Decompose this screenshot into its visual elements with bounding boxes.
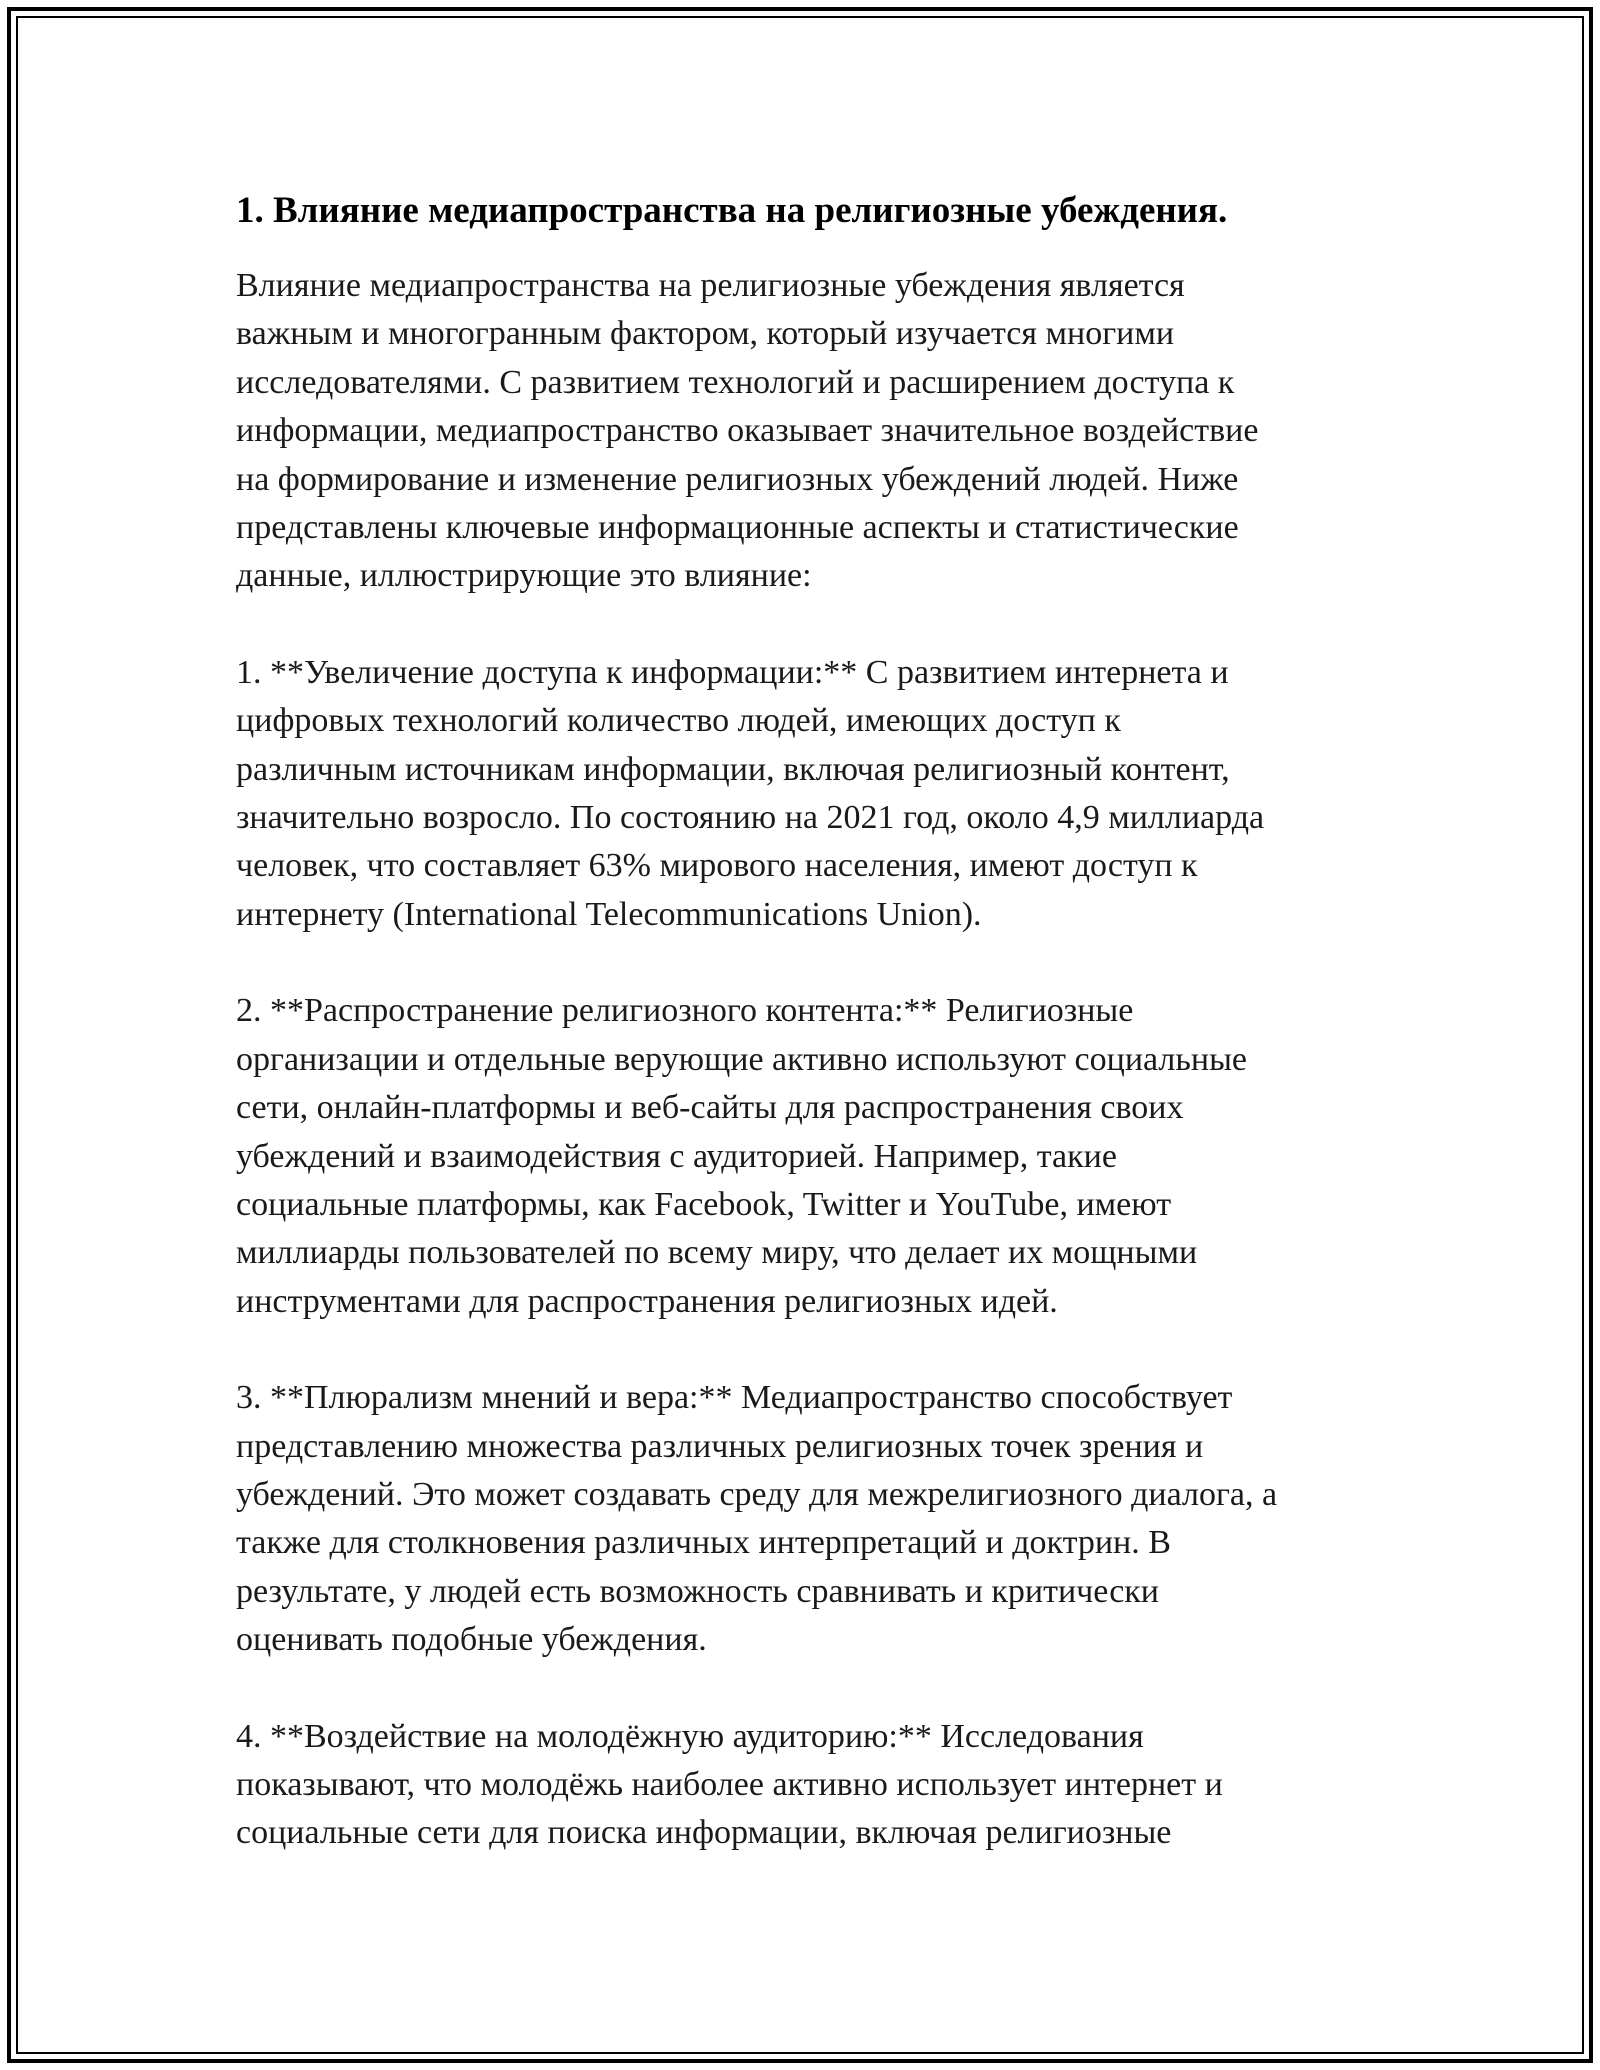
text-line: представлению множества различных религиозных точек зрения и — [236, 1427, 1204, 1465]
list-item-4-paragraph — [236, 1713, 1386, 1858]
text-line: убеждений и взаимодействия с аудиторией. Например, такие — [236, 1137, 1117, 1175]
section-heading: 1. Влияние медиапространства на религиозные убеждения. — [236, 190, 1228, 231]
text-line: организации и отдельные верующие активно используют социальные — [236, 1040, 1248, 1078]
text-line: 4. **Воздействие на молодёжную аудиторию:** Исследования — [236, 1717, 1144, 1755]
text-line: оценивать подобные убеждения. — [236, 1621, 707, 1659]
text-line: данные, иллюстрирующие это влияние: — [236, 557, 812, 595]
text-line: цифровых технологий количество людей, имеющих доступ к — [236, 702, 1121, 740]
text-line: также для столкновения различных интерпретаций и доктрин. В — [236, 1524, 1171, 1562]
text-line: социальные платформы, как Facebook, Twitter и YouTube, имеют — [236, 1185, 1172, 1223]
list-item-2-paragraph — [236, 987, 1386, 1326]
text-line: представлены ключевые информационные аспекты и статистические — [236, 509, 1239, 547]
text-line: показывают, что молодёжь наиболее активно использует интернет и — [236, 1765, 1223, 1803]
text-line: различным источникам информации, включая религиозный контент, — [236, 750, 1230, 788]
document-body — [236, 186, 1386, 1858]
text-line: важным и многогранным фактором, который изучается многими — [236, 315, 1175, 353]
text-line: значительно возросло. По состоянию на 2021 год, около 4,9 миллиарда — [236, 799, 1265, 837]
list-item-3-paragraph — [236, 1374, 1386, 1664]
text-line: Влияние медиапространства на религиозные убеждения является — [236, 267, 1185, 304]
text-line: результате, у людей есть возможность сравнивать и критически — [236, 1572, 1159, 1610]
intro-paragraph — [236, 262, 1386, 601]
text-line: миллиарды пользователей по всему миру, что делает их мощными — [236, 1234, 1198, 1272]
text-line: на формирование и изменение религиозных убеждений людей. Ниже — [236, 460, 1239, 498]
text-line: инструментами для распространения религиозных идей. — [236, 1282, 1058, 1320]
text-line: социальные сети для поиска информации, включая религиозные — [236, 1814, 1172, 1852]
text-line: информации, медиапространство оказывает значительное воздействие — [236, 412, 1259, 450]
text-line: сети, онлайн-платформы и веб-сайты для распространения своих — [236, 1089, 1184, 1127]
text-line: 3. **Плюрализм мнений и вера:** Медиапространство способствует — [236, 1379, 1233, 1417]
text-line: интернету (International Telecommunications Union). — [236, 895, 982, 933]
text-line: 1. **Увеличение доступа к информации:** С развитием интернета и — [236, 653, 1229, 691]
text-line: 2. **Распространение религиозного контента:** Религиозные — [236, 992, 1134, 1030]
text-line: исследователями. С развитием технологий и расширением доступа к — [236, 363, 1235, 401]
list-item-1-paragraph — [236, 649, 1386, 939]
text-line: человек, что составляет 63% мирового населения, имеют доступ к — [236, 847, 1198, 885]
text-line: убеждений. Это может создавать среду для межрелигиозного диалога, а — [236, 1475, 1278, 1513]
